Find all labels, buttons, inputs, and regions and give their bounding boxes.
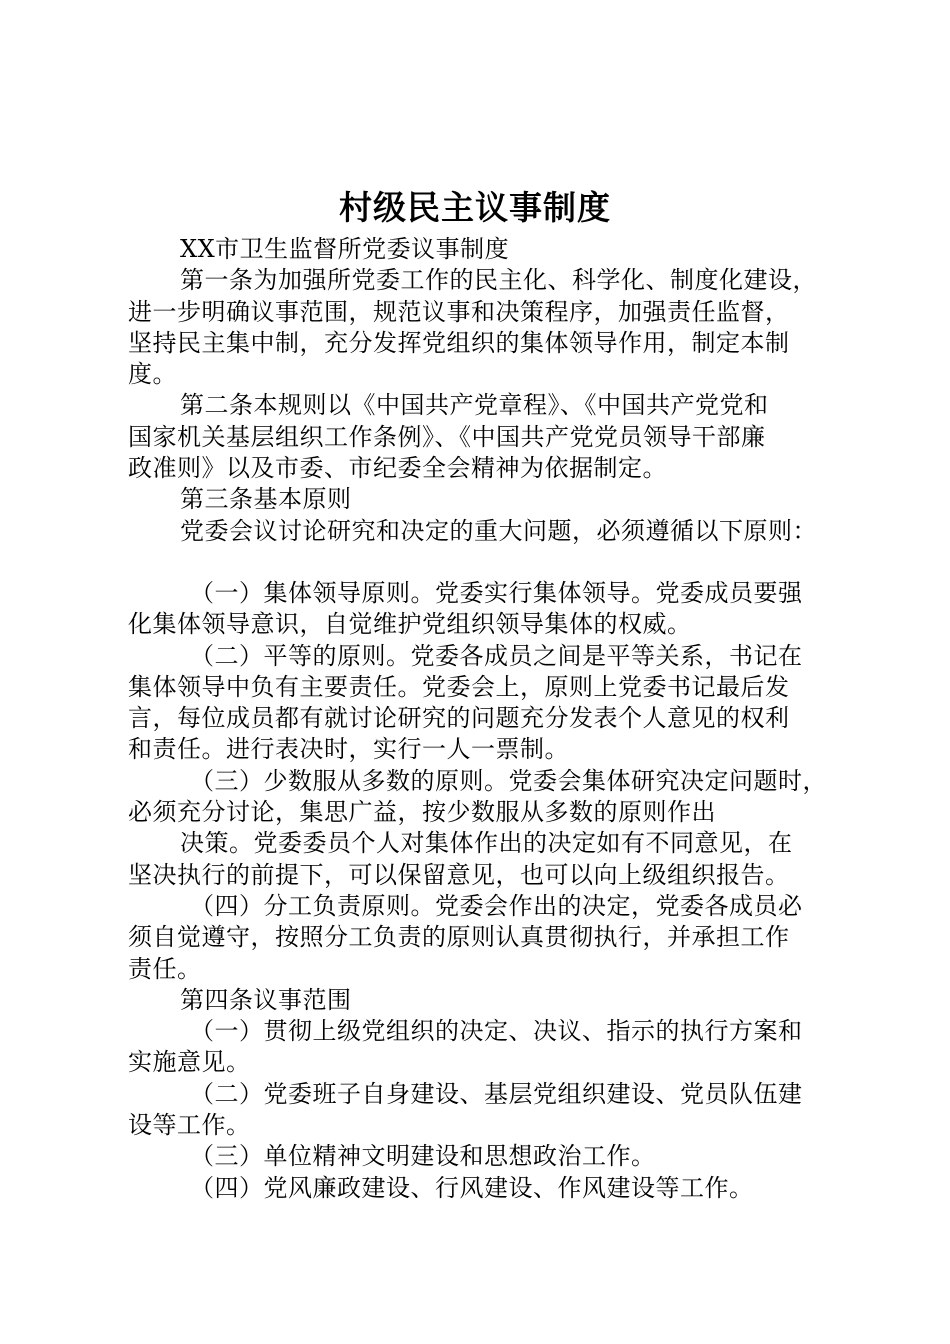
scope-1-line-2: 实施意见。 xyxy=(128,1048,251,1077)
article-2-line-2: 国家机关基层组织工作条例》、《中国共产党党员领导干部廉 xyxy=(128,422,766,451)
article-4-heading: 第四条议事范围 xyxy=(180,985,352,1014)
principle-3-line-1: （三）少数服从多数的原则。党委会集体研究决定问题时， xyxy=(190,766,827,795)
scope-4-line-1: （四）党风廉政建设、行风建设、作风建设等工作。 xyxy=(190,1173,754,1202)
principle-3-line-2: 必须充分讨论，集思广益，按少数服从多数的原则作出 xyxy=(128,798,716,827)
article-2-line-1: 第二条本规则以《中国共产党章程》、《中国共产党党和 xyxy=(180,391,769,420)
scope-2-line-2: 设等工作。 xyxy=(128,1111,251,1140)
scope-2-line-1: （二）党委班子自身建设、基层党组织建设、党员队伍建 xyxy=(190,1079,803,1108)
principle-2-line-2: 集体领导中负有主要责任。党委会上，原则上党委书记最后发 xyxy=(128,672,790,701)
article-3-intro: 党委会议讨论研究和决定的重大问题，必须遵循以下原则： xyxy=(180,516,817,545)
subtitle-line: XX市卫生监督所党委议事制度 xyxy=(180,235,510,263)
scope-3-line-1: （三）单位精神文明建设和思想政治工作。 xyxy=(190,1142,656,1171)
article-2-line-3: 政准则》以及市委、市纪委全会精神为依据制定。 xyxy=(128,454,667,483)
principle-3-line-3: 决策。党委委员个人对集体作出的决定如有不同意见，在 xyxy=(180,829,793,858)
principle-3-line-4: 坚决执行的前提下，可以保留意见，也可以向上级组织报告。 xyxy=(128,860,790,889)
scope-1-line-1: （一）贯彻上级党组织的决定、决议、指示的执行方案和 xyxy=(190,1017,803,1046)
blank-line xyxy=(128,547,838,578)
article-1-line-2: 进一步明确议事范围，规范议事和决策程序，加强责任监督， xyxy=(128,297,790,326)
principle-4-line-2: 须自觉遵守，按照分工负责的原则认真贯彻执行，并承担工作 xyxy=(128,923,790,952)
article-1-line-1: 第一条为加强所党委工作的民主化、科学化、制度化建设， xyxy=(180,266,817,295)
principle-2-line-4: 和责任。进行表决时，实行一人一票制。 xyxy=(128,735,569,764)
principle-4-line-3: 责任。 xyxy=(128,954,202,983)
principle-2-line-3: 言，每位成员都有就讨论研究的问题充分发表个人意见的权利 xyxy=(128,704,790,733)
principle-1-line-2: 化集体领导意识，自觉维护党组织领导集体的权威。 xyxy=(128,610,692,639)
article-1-line-3: 坚持民主集中制，充分发挥党组织的集体领导作用，制定本制 xyxy=(128,328,790,357)
article-3-heading: 第三条基本原则 xyxy=(180,485,352,514)
article-1-line-4: 度。 xyxy=(128,360,177,389)
document-title: 村级民主议事制度 xyxy=(339,188,611,227)
principle-2-line-1: （二）平等的原则。党委各成员之间是平等关系，书记在 xyxy=(190,641,803,670)
document-body xyxy=(128,234,838,1204)
principle-4-line-1: （四）分工负责原则。党委会作出的决定，党委各成员必 xyxy=(190,891,803,920)
principle-1-line-1: （一）集体领导原则。党委实行集体领导。党委成员要强 xyxy=(190,578,803,607)
